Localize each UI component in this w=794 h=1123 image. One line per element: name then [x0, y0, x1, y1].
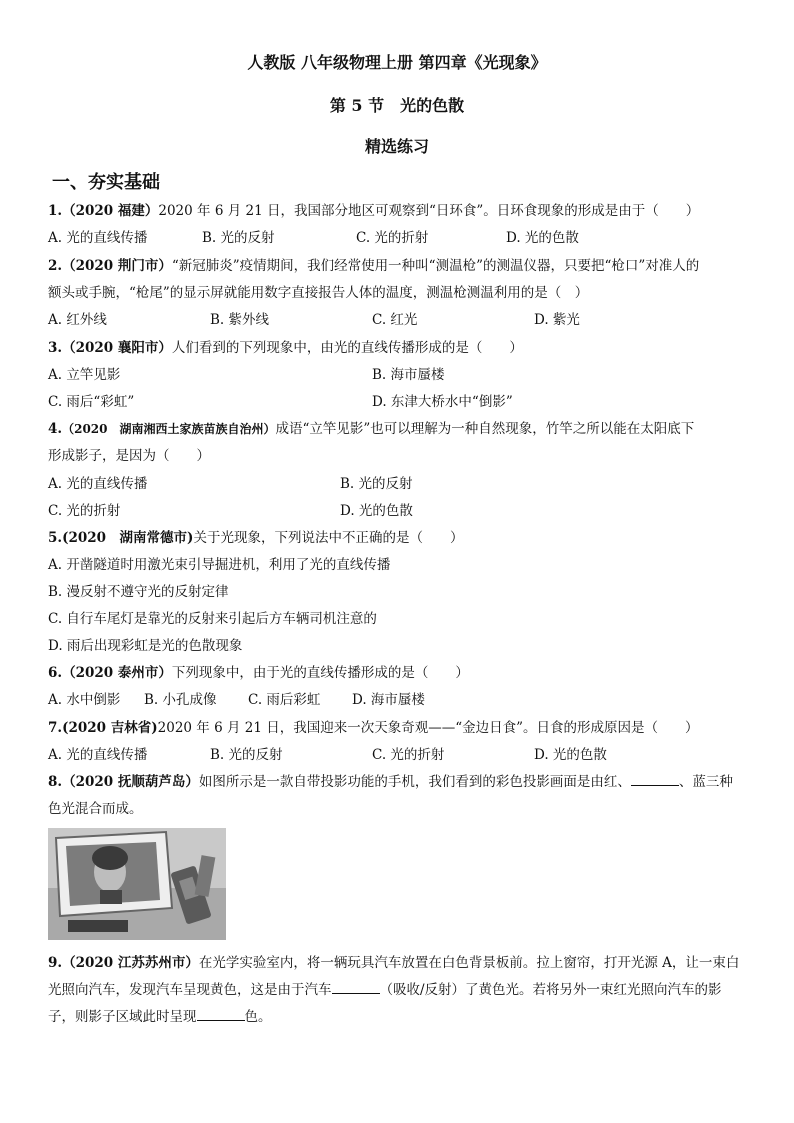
question-5: [48, 529, 463, 547]
question-number: 7.: [48, 720, 63, 736]
question-number: 5.: [48, 530, 63, 546]
option-c: C. 雨后“彩虹”: [48, 394, 135, 410]
option-b: B. 漫反射不遵守光的反射定律: [48, 584, 229, 600]
question-text: 在光学实验室内，将一辆玩具汽车放置在白色背景板前。拉上窗帘，打开光源 A，让一束白: [198, 955, 740, 971]
question-text: 2020 年 6 月 21 日，我国迎来一次天象奇观——“金边日食”。日食的形成原因是（ ）: [157, 720, 699, 736]
option-c: C. 光的折射: [48, 503, 121, 519]
question-source: (2020 吉林省): [62, 720, 158, 736]
question-text: “新冠肺炎”疫情期间，我们经常使用一种叫“测温枪”的测温仪器，只要把“枪口”对准人的: [171, 258, 700, 274]
question-source: （2020 湖南湘西土家族苗族自治州）: [62, 422, 276, 436]
option-d: D. 紫光: [534, 312, 580, 328]
option-a: A. 光的直线传播: [48, 747, 148, 763]
question-text: 光照向汽车，发现汽车呈现黄色，这是由于汽车: [48, 982, 332, 998]
option-a: A. 光的直线传播: [48, 230, 148, 246]
option-b: B. 光的反射: [210, 747, 283, 763]
question-text: 子，则影子区域此时呈现: [48, 1009, 197, 1025]
question-number: 3.: [48, 340, 63, 356]
option-a: A. 红外线: [48, 312, 107, 328]
question-number: 1.: [48, 203, 63, 219]
question-text: 人们看到的下列现象中，由光的直线传播形成的是（ ）: [171, 340, 523, 356]
question-text: 关于光现象，下列说法中不正确的是（ ）: [193, 530, 464, 546]
question-9: [48, 954, 739, 972]
question-source: （2020 福建）: [62, 203, 159, 219]
question-2: [48, 257, 699, 275]
option-c: C. 光的折射: [372, 747, 445, 763]
answer-blank: [197, 1008, 245, 1021]
question-text: 2020 年 6 月 21 日，我国部分地区可观察到“日环食”。日环食现象的形成是由于（ ）: [158, 203, 700, 219]
question-text-cont: [48, 981, 722, 999]
question-4: [48, 420, 694, 438]
question-text: 色。: [244, 1009, 272, 1025]
option-d: D. 雨后出现彩虹是光的色散现象: [48, 638, 243, 654]
question-text: 、蓝三种: [678, 774, 733, 790]
option-a: A. 开凿隧道时用激光束引导掘进机，利用了光的直线传播: [48, 557, 391, 573]
question-number: 6.: [48, 665, 63, 681]
question-text-cont: 色光混合而成。: [48, 801, 143, 817]
projector-phone-photo: [48, 828, 226, 940]
question-6: [48, 664, 469, 682]
option-c: C. 光的折射: [356, 230, 429, 246]
option-b: B. 小孔成像: [144, 692, 217, 708]
question-1: [48, 202, 699, 220]
question-number: 4.: [48, 421, 63, 437]
option-a: A. 水中倒影: [48, 692, 121, 708]
option-d: D. 光的色散: [340, 503, 413, 519]
option-d: D. 海市蜃楼: [352, 692, 425, 708]
option-c: C. 自行车尾灯是靠光的反射来引起后方车辆司机注意的: [48, 611, 377, 627]
question-source: (2020 湖南常德市): [62, 530, 194, 546]
question-text: 如图所示是一款自带投影功能的手机，我们看到的彩色投影画面是由红、: [198, 774, 631, 790]
option-d: D. 东津大桥水中“倒影”: [372, 394, 513, 410]
option-d: D. 光的色散: [506, 230, 579, 246]
question-8: [48, 773, 733, 791]
option-a: A. 光的直线传播: [48, 476, 148, 492]
page-subtitle: 精选练习: [364, 137, 429, 156]
option-b: B. 海市蜃楼: [372, 367, 445, 383]
document-title: 人教版 八年级物理上册 第四章《光现象》: [247, 53, 547, 72]
question-text: （吸收/反射）了黄色光。若将另外一束红光照向汽车的影: [379, 982, 722, 998]
answer-blank: [631, 773, 679, 786]
question-source: （2020 襄阳市）: [62, 340, 172, 356]
question-text: 成语“立竿见影”也可以理解为一种自然现象，竹竿之所以能在太阳底下: [275, 421, 695, 437]
option-d: D. 光的色散: [534, 747, 607, 763]
option-c: C. 红光: [372, 312, 418, 328]
option-b: B. 光的反射: [340, 476, 413, 492]
option-b: B. 紫外线: [210, 312, 270, 328]
question-text-cont: 额头或手腕，“枪尾”的显示屏就能用数字直接报告人体的温度，测温枪测温利用的是（ ）: [48, 285, 589, 301]
question-3: [48, 339, 523, 357]
question-source: （2020 荆门市）: [62, 258, 172, 274]
question-source: （2020 泰州市）: [62, 665, 172, 681]
question-source: （2020 江苏苏州市）: [62, 955, 199, 971]
question-text-cont: [48, 1008, 272, 1026]
question-7: [48, 719, 699, 737]
question-number: 9.: [48, 955, 63, 971]
section-title: 第 5 节 光的色散: [329, 96, 465, 115]
option-b: B. 光的反射: [202, 230, 275, 246]
question-text: 下列现象中，由于光的直线传播形成的是（ ）: [171, 665, 469, 681]
answer-blank: [332, 981, 380, 994]
question-number: 2.: [48, 258, 63, 274]
question-source: （2020 抚顺葫芦岛）: [62, 774, 199, 790]
question-text-cont: 形成影子，是因为（ ）: [48, 448, 210, 464]
question-number: 8.: [48, 774, 63, 790]
option-c: C. 雨后彩虹: [248, 692, 321, 708]
option-a: A. 立竿见影: [48, 367, 121, 383]
part-heading: 一、夯实基础: [52, 172, 160, 193]
photo-illustration: [48, 828, 226, 940]
